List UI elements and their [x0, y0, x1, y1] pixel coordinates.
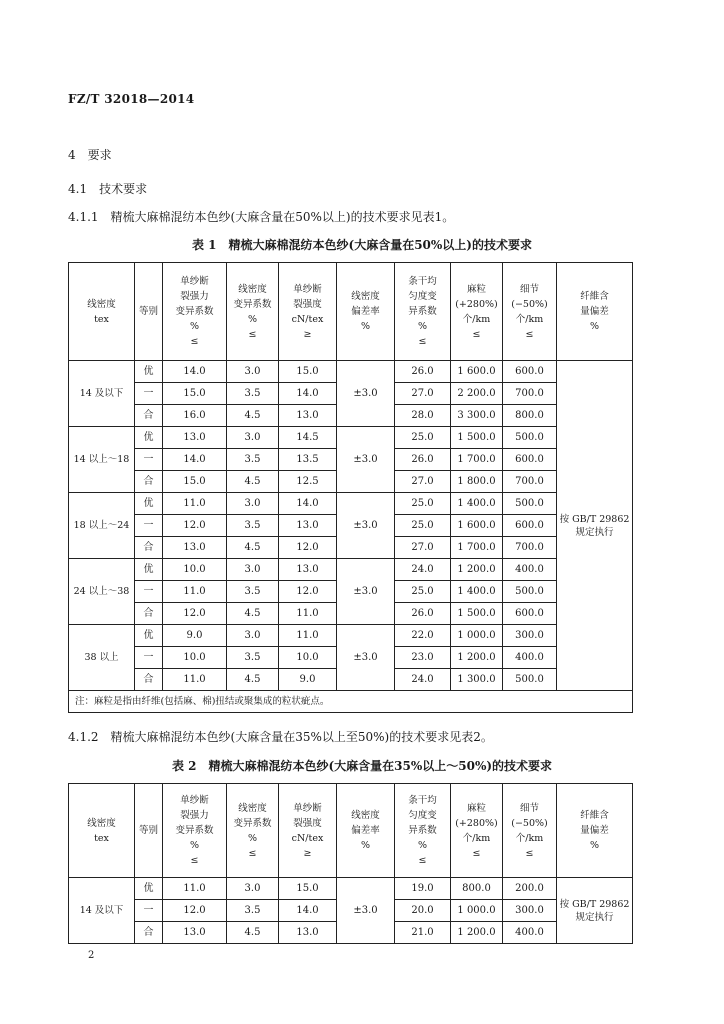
- tenacity-cell: 12.5: [279, 471, 337, 493]
- grade-cell: 一: [135, 515, 163, 537]
- neps-cell: 800.0: [451, 878, 503, 900]
- header-line: ≤: [525, 328, 534, 340]
- header-line: 个/km: [462, 832, 491, 844]
- strength-cv-cell: 11.0: [163, 581, 227, 603]
- evenness-cv-cell: 25.0: [395, 515, 451, 537]
- header-line: 偏差率: [351, 825, 380, 836]
- tenacity-cell: 10.0: [279, 647, 337, 669]
- header-line: 变异系数: [233, 298, 272, 310]
- thin-places-cell: 600.0: [503, 515, 557, 537]
- thin-places-cell: 600.0: [503, 449, 557, 471]
- strength-cv-cell: 11.0: [163, 878, 227, 900]
- tenacity-cell: 13.0: [279, 515, 337, 537]
- neps-cell: 1 300.0: [451, 669, 503, 691]
- neps-cell: 1 000.0: [451, 900, 503, 922]
- strength-cv-cell: 15.0: [163, 383, 227, 405]
- header-fiber-content: [557, 263, 633, 361]
- tenacity-cell: 14.5: [279, 427, 337, 449]
- deviation-cell: ±3.0: [337, 361, 395, 427]
- header-line: ≤: [248, 328, 257, 340]
- thin-places-cell: 400.0: [503, 922, 557, 944]
- header-line: 量偏差: [580, 306, 609, 317]
- density-cv-cell: 4.5: [227, 669, 279, 691]
- neps-cell: 3 300.0: [451, 405, 503, 427]
- density-cv-cell: 3.5: [227, 449, 279, 471]
- density-cv-cell: 4.5: [227, 471, 279, 493]
- header-line: 异系数: [408, 825, 437, 836]
- header-line: 细节: [519, 802, 539, 814]
- density-cv-cell: 4.5: [227, 537, 279, 559]
- evenness-cv-cell: 27.0: [395, 537, 451, 559]
- neps-cell: 1 700.0: [451, 449, 503, 471]
- header-line: 裂强力: [180, 291, 209, 302]
- header-line: 个/km: [462, 313, 491, 325]
- neps-cell: 1 200.0: [451, 922, 503, 944]
- section-4-heading: 4 要求: [68, 148, 112, 162]
- neps-cell: 2 200.0: [451, 383, 503, 405]
- header-line: 等别: [138, 306, 158, 317]
- neps-cell: 1 000.0: [451, 625, 503, 647]
- grade-cell: 优: [135, 361, 163, 383]
- density-cell: 14 及以下: [69, 361, 135, 427]
- evenness-cv-cell: 26.0: [395, 361, 451, 383]
- header-line: %: [589, 321, 600, 332]
- header-density-deviation: [337, 263, 395, 361]
- thin-places-cell: 400.0: [503, 559, 557, 581]
- header-density: [69, 784, 135, 878]
- header-line: 麻粒: [466, 802, 486, 814]
- evenness-cv-cell: 20.0: [395, 900, 451, 922]
- header-line: 变异系数: [175, 306, 214, 317]
- grade-cell: 优: [135, 878, 163, 900]
- grade-cell: 一: [135, 383, 163, 405]
- tenacity-cell: 14.0: [279, 493, 337, 515]
- evenness-cv-cell: 28.0: [395, 405, 451, 427]
- strength-cv-cell: 12.0: [163, 603, 227, 625]
- header-line: ≤: [190, 855, 199, 866]
- thin-places-cell: 200.0: [503, 878, 557, 900]
- strength-cv-cell: 13.0: [163, 537, 227, 559]
- tenacity-cell: 13.0: [279, 922, 337, 944]
- tenacity-cell: 9.0: [279, 669, 337, 691]
- strength-cv-cell: 13.0: [163, 922, 227, 944]
- header-line: ≤: [472, 847, 481, 859]
- evenness-cv-cell: 26.0: [395, 449, 451, 471]
- header-line: %: [417, 840, 428, 851]
- neps-cell: 1 600.0: [451, 361, 503, 383]
- deviation-cell: ±3.0: [337, 625, 395, 691]
- header-line: %: [247, 313, 258, 325]
- header-line: 异系数: [408, 306, 437, 317]
- table-row: [69, 493, 633, 515]
- strength-cv-cell: 13.0: [163, 427, 227, 449]
- density-cv-cell: 3.0: [227, 493, 279, 515]
- thin-places-cell: 300.0: [503, 900, 557, 922]
- header-line: 裂强度: [293, 817, 322, 829]
- evenness-cv-cell: 24.0: [395, 559, 451, 581]
- grade-cell: 优: [135, 427, 163, 449]
- neps-cell: 1 200.0: [451, 559, 503, 581]
- header-line: 个/km: [515, 832, 544, 844]
- evenness-cv-cell: 27.0: [395, 383, 451, 405]
- thin-places-cell: 700.0: [503, 471, 557, 493]
- neps-cell: 1 200.0: [451, 647, 503, 669]
- thin-places-cell: 600.0: [503, 361, 557, 383]
- evenness-cv-cell: 19.0: [395, 878, 451, 900]
- header-line: ≤: [418, 336, 427, 347]
- header-line: (−50%): [511, 817, 548, 829]
- grade-cell: 优: [135, 493, 163, 515]
- fiber-content-cell: [557, 878, 633, 944]
- header-line: 个/km: [515, 313, 544, 325]
- header-evenness-cv: [395, 263, 451, 361]
- header-line: ≤: [525, 847, 534, 859]
- density-cv-cell: 3.0: [227, 361, 279, 383]
- header-line: 单纱断: [180, 276, 209, 287]
- neps-cell: 1 500.0: [451, 603, 503, 625]
- table-note: 注：麻粒是指由纤维(包括麻、棉)扭结或聚集成的粒状疵点。: [69, 691, 633, 713]
- standard-number: FZ/T 32018—2014: [68, 92, 195, 106]
- header-line: %: [189, 321, 200, 332]
- header-line: 单纱断: [293, 802, 322, 814]
- density-cv-cell: 3.0: [227, 625, 279, 647]
- tenacity-cell: 14.0: [279, 900, 337, 922]
- header-line: 变异系数: [175, 825, 214, 836]
- page-number: 2: [88, 950, 95, 961]
- strength-cv-cell: 10.0: [163, 559, 227, 581]
- header-line: 线密度: [351, 810, 380, 821]
- header-line: 细节: [519, 283, 539, 295]
- table-note-row: [69, 691, 633, 713]
- header-density-cv: [227, 263, 279, 361]
- header-line: 偏差率: [351, 306, 380, 317]
- header-line: (+280%): [455, 298, 498, 310]
- deviation-cell: ±3.0: [337, 493, 395, 559]
- header-line: 线密度: [238, 283, 267, 295]
- fiber-note-line: 规定执行: [575, 911, 614, 923]
- header-density-cv: [227, 784, 279, 878]
- grade-cell: 合: [135, 669, 163, 691]
- grade-cell: 一: [135, 581, 163, 603]
- neps-cell: 1 700.0: [451, 537, 503, 559]
- header-line: 等别: [138, 825, 158, 836]
- header-line: 裂强度: [293, 298, 322, 310]
- header-line: tex: [94, 832, 109, 844]
- tenacity-cell: 12.0: [279, 537, 337, 559]
- section-4-1-2-text: 4.1.2 精梳大麻棉混纺本色纱(大麻含量在35%以上至50%)的技术要求见表2。: [68, 730, 493, 744]
- density-cv-cell: 3.0: [227, 878, 279, 900]
- header-grade: [135, 784, 163, 878]
- table-1-caption: 表 1 精梳大麻棉混纺本色纱(大麻含量在50%以上)的技术要求: [192, 238, 532, 252]
- header-strength-cv: [163, 263, 227, 361]
- header-strength-cv: [163, 784, 227, 878]
- header-density: [69, 263, 135, 361]
- thin-places-cell: 500.0: [503, 669, 557, 691]
- density-cv-cell: 3.5: [227, 383, 279, 405]
- header-line: (+280%): [455, 817, 498, 829]
- strength-cv-cell: 15.0: [163, 471, 227, 493]
- header-line: 条干均: [408, 276, 437, 287]
- evenness-cv-cell: 21.0: [395, 922, 451, 944]
- neps-cell: 1 400.0: [451, 493, 503, 515]
- grade-cell: 优: [135, 625, 163, 647]
- table-1: [68, 262, 633, 713]
- header-line: 线密度: [87, 817, 116, 829]
- grade-cell: 一: [135, 900, 163, 922]
- thin-places-cell: 700.0: [503, 537, 557, 559]
- table-1-header-row: [69, 263, 633, 361]
- thin-places-cell: 600.0: [503, 603, 557, 625]
- grade-cell: 优: [135, 559, 163, 581]
- header-line: %: [589, 840, 600, 851]
- header-line: 麻粒: [466, 283, 486, 295]
- header-thin-places: [503, 784, 557, 878]
- header-line: 变异系数: [233, 817, 272, 829]
- header-line: ≤: [472, 328, 481, 340]
- header-neps: [451, 784, 503, 878]
- table-row: [69, 427, 633, 449]
- density-cv-cell: 3.5: [227, 900, 279, 922]
- header-line: 裂强力: [180, 810, 209, 821]
- header-line: ≤: [418, 855, 427, 866]
- table-2-caption: 表 2 精梳大麻棉混纺本色纱(大麻含量在35%以上～50%)的技术要求: [171, 759, 553, 773]
- strength-cv-cell: 12.0: [163, 900, 227, 922]
- tenacity-cell: 13.0: [279, 405, 337, 427]
- density-cell: 14 及以下: [69, 878, 135, 944]
- evenness-cv-cell: 22.0: [395, 625, 451, 647]
- header-tenacity: [279, 263, 337, 361]
- density-cell: 14 以上～18: [69, 427, 135, 493]
- neps-cell: 1 500.0: [451, 427, 503, 449]
- section-4-1-heading: 4.1 技术要求: [68, 182, 148, 196]
- table-2-header-row: [69, 784, 633, 878]
- header-line: 纤維含: [580, 291, 609, 302]
- grade-cell: 合: [135, 922, 163, 944]
- table-2: [68, 783, 633, 944]
- density-cv-cell: 3.5: [227, 581, 279, 603]
- deviation-cell: ±3.0: [337, 559, 395, 625]
- evenness-cv-cell: 23.0: [395, 647, 451, 669]
- strength-cv-cell: 11.0: [163, 669, 227, 691]
- header-grade: [135, 263, 163, 361]
- header-tenacity: [279, 784, 337, 878]
- header-line: ≥: [303, 328, 312, 340]
- header-line: 单纱断: [180, 795, 209, 806]
- evenness-cv-cell: 25.0: [395, 581, 451, 603]
- thin-places-cell: 500.0: [503, 581, 557, 603]
- table-row: [69, 361, 633, 383]
- header-line: %: [360, 321, 371, 332]
- tenacity-cell: 11.0: [279, 603, 337, 625]
- tenacity-cell: 15.0: [279, 361, 337, 383]
- grade-cell: 一: [135, 449, 163, 471]
- header-line: tex: [94, 313, 109, 325]
- grade-cell: 一: [135, 647, 163, 669]
- evenness-cv-cell: 27.0: [395, 471, 451, 493]
- thin-places-cell: 500.0: [503, 493, 557, 515]
- evenness-cv-cell: 24.0: [395, 669, 451, 691]
- header-line: 条干均: [408, 795, 437, 806]
- tenacity-cell: 15.0: [279, 878, 337, 900]
- header-line: ≥: [303, 847, 312, 859]
- header-line: 纤維含: [580, 810, 609, 821]
- header-line: ≤: [190, 336, 199, 347]
- density-cell: 18 以上～24: [69, 493, 135, 559]
- evenness-cv-cell: 25.0: [395, 427, 451, 449]
- neps-cell: 1 400.0: [451, 581, 503, 603]
- header-line: 匀度变: [408, 291, 437, 302]
- evenness-cv-cell: 26.0: [395, 603, 451, 625]
- table-row: [69, 625, 633, 647]
- strength-cv-cell: 10.0: [163, 647, 227, 669]
- tenacity-cell: 14.0: [279, 383, 337, 405]
- table-row: [69, 878, 633, 900]
- header-line: %: [189, 840, 200, 851]
- fiber-note-line: 按 GB/T 29862: [559, 513, 630, 525]
- strength-cv-cell: 16.0: [163, 405, 227, 427]
- header-neps: [451, 263, 503, 361]
- header-line: 线密度: [87, 298, 116, 310]
- header-line: 量偏差: [580, 825, 609, 836]
- grade-cell: 合: [135, 405, 163, 427]
- header-line: 线密度: [238, 802, 267, 814]
- density-cv-cell: 3.5: [227, 647, 279, 669]
- thin-places-cell: 300.0: [503, 625, 557, 647]
- strength-cv-cell: 11.0: [163, 493, 227, 515]
- strength-cv-cell: 14.0: [163, 361, 227, 383]
- header-line: 单纱断: [293, 283, 322, 295]
- grade-cell: 合: [135, 471, 163, 493]
- thin-places-cell: 400.0: [503, 647, 557, 669]
- header-line: ≤: [248, 847, 257, 859]
- strength-cv-cell: 12.0: [163, 515, 227, 537]
- header-line: cN/tex: [291, 313, 324, 325]
- density-cv-cell: 4.5: [227, 405, 279, 427]
- density-cv-cell: 4.5: [227, 922, 279, 944]
- tenacity-cell: 12.0: [279, 581, 337, 603]
- grade-cell: 合: [135, 537, 163, 559]
- header-line: 线密度: [351, 291, 380, 302]
- tenacity-cell: 13.0: [279, 559, 337, 581]
- deviation-cell: ±3.0: [337, 427, 395, 493]
- header-line: cN/tex: [291, 832, 324, 844]
- neps-cell: 1 800.0: [451, 471, 503, 493]
- tenacity-cell: 11.0: [279, 625, 337, 647]
- density-cv-cell: 3.0: [227, 427, 279, 449]
- neps-cell: 1 600.0: [451, 515, 503, 537]
- header-line: %: [360, 840, 371, 851]
- density-cell: 38 以上: [69, 625, 135, 691]
- tenacity-cell: 13.5: [279, 449, 337, 471]
- density-cell: 24 以上～38: [69, 559, 135, 625]
- grade-cell: 合: [135, 603, 163, 625]
- header-density-deviation: [337, 784, 395, 878]
- header-fiber-content: [557, 784, 633, 878]
- strength-cv-cell: 9.0: [163, 625, 227, 647]
- header-line: 匀度变: [408, 810, 437, 821]
- thin-places-cell: 800.0: [503, 405, 557, 427]
- fiber-note-line: 规定执行: [575, 526, 614, 538]
- fiber-note-line: 按 GB/T 29862: [559, 898, 630, 910]
- table-row: [69, 559, 633, 581]
- header-line: (−50%): [511, 298, 548, 310]
- evenness-cv-cell: 25.0: [395, 493, 451, 515]
- density-cv-cell: 3.0: [227, 559, 279, 581]
- density-cv-cell: 3.5: [227, 515, 279, 537]
- fiber-content-cell: [557, 361, 633, 691]
- header-thin-places: [503, 263, 557, 361]
- density-cv-cell: 4.5: [227, 603, 279, 625]
- header-line: %: [247, 832, 258, 844]
- header-evenness-cv: [395, 784, 451, 878]
- thin-places-cell: 500.0: [503, 427, 557, 449]
- header-line: %: [417, 321, 428, 332]
- strength-cv-cell: 14.0: [163, 449, 227, 471]
- deviation-cell: ±3.0: [337, 878, 395, 944]
- thin-places-cell: 700.0: [503, 383, 557, 405]
- section-4-1-1-text: 4.1.1 精梳大麻棉混纺本色纱(大麻含量在50%以上)的技术要求见表1。: [68, 210, 455, 224]
